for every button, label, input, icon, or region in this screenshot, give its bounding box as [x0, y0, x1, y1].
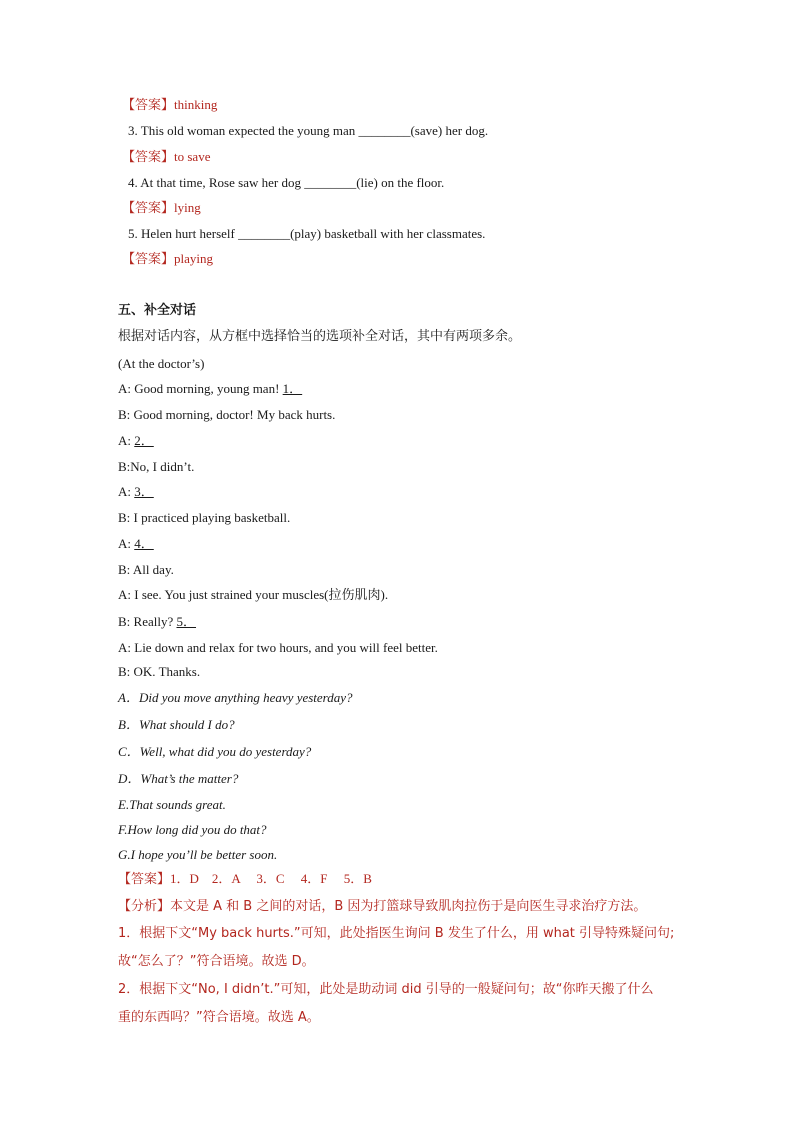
question-3: 3. This old woman expected the young man ________(save) her dog.: [128, 123, 489, 138]
dialog-line: [118, 432, 154, 450]
dialog-text: B: OK. Thanks.: [118, 664, 201, 679]
dialog-text: A: Lie down and relax for two hours, and you will feel better.: [118, 640, 438, 655]
dialog-line: [118, 561, 174, 579]
answer-label: 【答案】: [122, 149, 175, 164]
dialog-line: [118, 535, 154, 553]
option-b: B．What should I do?: [118, 717, 235, 732]
dialog-text: B: Really?: [118, 614, 177, 629]
analysis-text: 本文是 A 和 B 之间的对话，B 因为打篮球导致肌肉拉伤于是向医生寻求治疗方法。: [170, 899, 647, 914]
dialog-line: [118, 586, 388, 604]
dialog-text: B:No, I didn’t.: [118, 459, 195, 474]
option-g: G.I hope you’ll be better soon.: [118, 847, 278, 862]
option-f: F.How long did you do that?: [118, 822, 267, 837]
answer-value: thinking: [174, 97, 218, 112]
analysis-label: 【分析】: [118, 899, 171, 914]
dialog-blank: 1．: [282, 381, 303, 396]
dialog-text: A:: [118, 484, 135, 499]
dialog-line: [118, 613, 196, 631]
dialog-line: [118, 380, 302, 398]
answer-label: 【答案】: [118, 871, 171, 886]
answer-value: to save: [174, 149, 211, 164]
answer-line-4: [122, 199, 201, 217]
dialog-text: A: Good morning, young man!: [118, 381, 283, 396]
dialog-blank: 3．: [134, 484, 154, 499]
answer-value: playing: [174, 251, 214, 266]
answer-line-3: [122, 148, 210, 166]
answer-line-5: [122, 250, 213, 268]
dialog-text: B: All day.: [118, 562, 174, 577]
dialog-blank: 2．: [134, 433, 154, 448]
answer-label: 【答案】: [122, 251, 175, 266]
explain-line: 重的东西吗？”符合语境。故选 A。: [118, 1010, 320, 1025]
dialog-blank: 5．: [176, 614, 197, 629]
question-5: 5. Helen hurt herself ________(play) basketball with her classmates.: [128, 226, 486, 241]
dialog-line: [118, 663, 200, 681]
answer-value: 1．D 2．A 3．C 4．F 5．B: [170, 871, 372, 886]
question-4: 4. At that time, Rose saw her dog ________(lie) on the floor.: [128, 175, 445, 190]
explain-line: 故“怎么了？”符合语境。故选 D。: [118, 954, 315, 969]
analysis-line: [118, 898, 646, 916]
dialog-text: A:: [118, 536, 135, 551]
dialog-line: [118, 458, 194, 476]
dialog-text: A: I see. You just strained your muscles(拉伤肌肉).: [118, 587, 389, 602]
dialog-line: [118, 483, 154, 501]
dialog-text: A:: [118, 433, 135, 448]
explain-line: 2．根据下文“No, I didn’t.”可知，此处是助动词 did 引导的一般疑问句；故“你昨天搬了什么: [118, 982, 654, 997]
option-c: C．Well, what did you do yesterday?: [118, 744, 312, 759]
option-a: A．Did you move anything heavy yesterday?: [118, 690, 353, 705]
answer-label: 【答案】: [122, 200, 175, 215]
explain-line: 1．根据下文“My back hurts.”可知，此处指医生询问 B 发生了什么，用 what 引导特殊疑问句;: [118, 926, 675, 941]
option-d: D．What’s the matter?: [118, 771, 239, 786]
dialog-scene: (At the doctor’s): [118, 356, 205, 371]
option-e: E.That sounds great.: [118, 797, 226, 812]
dialog-line: [118, 509, 290, 527]
answer-line-2: [122, 96, 217, 114]
dialog-line: [118, 406, 335, 424]
section-heading: 五、补全对话: [118, 303, 197, 318]
answer-label: 【答案】: [122, 97, 175, 112]
dialog-text: B: I practiced playing basketball.: [118, 510, 291, 525]
dialog-answer-line: [118, 870, 372, 888]
dialog-blank: 4．: [134, 536, 154, 551]
dialog-line: [118, 639, 438, 657]
answer-value: lying: [174, 200, 201, 215]
section-instruction: 根据对话内容，从方框中选择恰当的选项补全对话，其中有两项多余。: [118, 329, 522, 344]
dialog-text: B: Good morning, doctor! My back hurts.: [118, 407, 336, 422]
